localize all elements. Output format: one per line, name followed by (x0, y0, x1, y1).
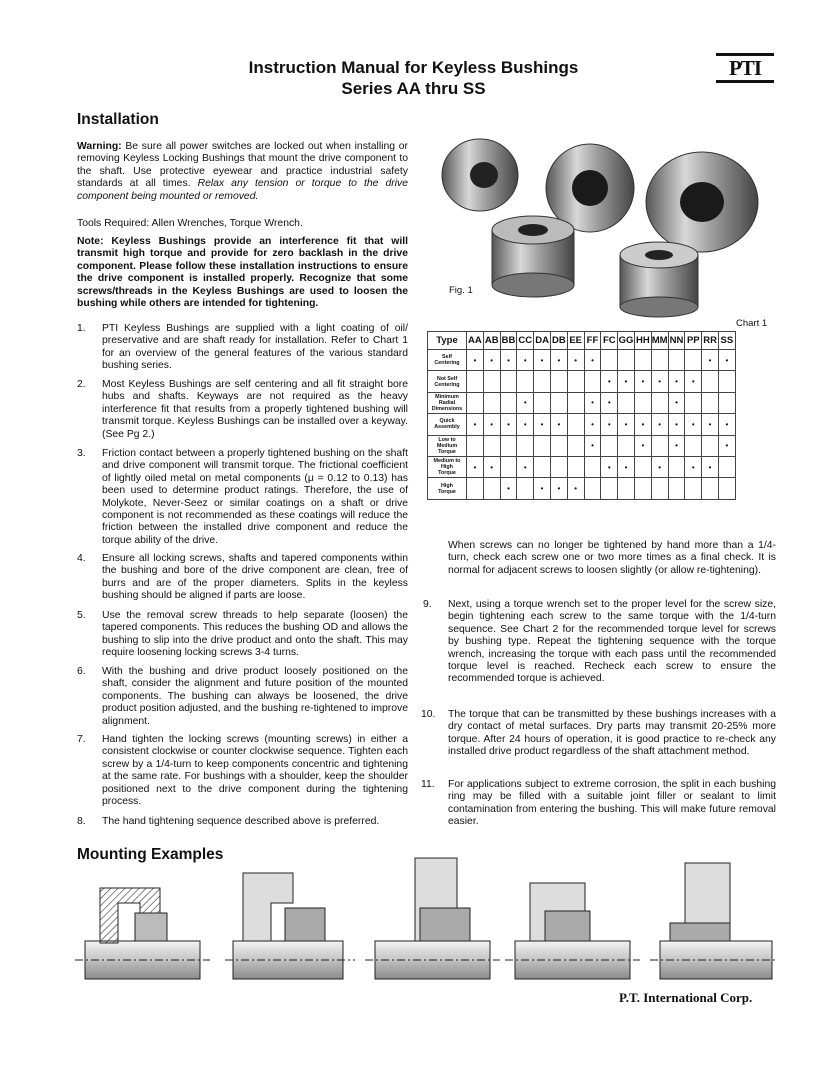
row-label-line: Dimensions (431, 405, 463, 412)
feature-cell: • (601, 414, 618, 435)
feature-cell (584, 371, 601, 392)
feature-cell: • (651, 371, 668, 392)
feature-cell (567, 371, 584, 392)
feature-cell (567, 392, 584, 413)
step-11: 11. For applications subject to extreme corrosion, the split in each bushing ring may be filled with a suitable joint filler or sealant to limit contamination from entering the bushing. This will make future removal easier. (421, 779, 776, 828)
row-label (428, 414, 467, 435)
feature-cell: • (584, 435, 601, 456)
feature-cell: • (567, 350, 584, 371)
fig-1-label: Fig. 1 (449, 285, 473, 296)
header-cell: DB (550, 332, 567, 350)
feature-cell (651, 392, 668, 413)
feature-cell: • (534, 350, 551, 371)
feature-cell: • (685, 456, 702, 477)
feature-cell (601, 435, 618, 456)
warning-text: Be sure all power switches are locked out when installing or removing Keyless Locking Bushings that mount the drive component to the shaft. Use protective eyewear and practice industrial safety standards at all times. (77, 141, 408, 190)
row-label-line: Assembly (434, 424, 460, 431)
feature-cell (550, 392, 567, 413)
tools-text: Allen Wrenches, Torque Wrench. (149, 218, 303, 229)
feature-cell: • (702, 456, 719, 477)
header-cell: AB (483, 332, 500, 350)
step-6: 6. With the bushing and drive product loosely positioned on the shaft, consider the alignment and future position of the mounted components. The bushing can always be loosened, the drive product position adjusted, and the bushing re-tightened to improve alignment. (77, 666, 408, 727)
feature-cell (685, 350, 702, 371)
feature-cell: • (685, 414, 702, 435)
feature-cell: • (668, 414, 685, 435)
row-label-line: Torque (438, 488, 456, 495)
row-label (428, 371, 467, 392)
feature-cell: • (500, 414, 517, 435)
feature-cell: • (517, 414, 534, 435)
tools-label: Tools Required: (77, 218, 150, 229)
feature-cell (467, 435, 484, 456)
feature-cell: • (618, 414, 635, 435)
feature-cell: • (534, 414, 551, 435)
feature-cell: • (702, 414, 719, 435)
step-4: 4. Ensure all locking screws, shafts and tapered components within the bushing and bore of the drive component are clean, free of burrs and are of the proper diameters. Splits in the keyless bushing should be aligned if parts are loose. (77, 553, 408, 602)
header-cell: PP (685, 332, 702, 350)
header-cell: MM (651, 332, 668, 350)
feature-cell: • (467, 456, 484, 477)
pti-logo: PTI (716, 53, 774, 83)
feature-cell: • (550, 414, 567, 435)
feature-cell: • (483, 350, 500, 371)
feature-cell: • (517, 392, 534, 413)
feature-cell: • (517, 456, 534, 477)
feature-cell (651, 350, 668, 371)
feature-cell (500, 371, 517, 392)
feature-cell (517, 371, 534, 392)
feature-cell: • (634, 371, 651, 392)
feature-cell (618, 392, 635, 413)
feature-cell: • (534, 478, 551, 499)
feature-cell: • (718, 350, 735, 371)
row-label-line: Medium (436, 442, 458, 449)
row-label-line: Low to (438, 436, 456, 443)
warning-label: Warning: (77, 141, 122, 152)
feature-cell (483, 435, 500, 456)
company-footer: P.T. International Corp. (619, 990, 753, 1005)
row-label (428, 478, 467, 499)
mounting-examples-drawings (75, 853, 775, 981)
row-label-line: Centering (434, 360, 460, 367)
feature-cell (634, 392, 651, 413)
feature-cell (550, 371, 567, 392)
feature-cell (483, 392, 500, 413)
chart-row (428, 371, 736, 392)
feature-cell (467, 392, 484, 413)
feature-cell (685, 435, 702, 456)
feature-cell (651, 435, 668, 456)
row-label-line: High (441, 464, 453, 471)
chart-row (428, 350, 736, 371)
feature-cell (567, 435, 584, 456)
row-label (428, 350, 467, 371)
mounting-examples-heading: Mounting Examples (77, 846, 224, 863)
feature-cell: • (618, 456, 635, 477)
feature-cell (500, 456, 517, 477)
feature-cell (534, 435, 551, 456)
feature-cell (517, 478, 534, 499)
feature-cell (718, 392, 735, 413)
row-label (428, 456, 467, 477)
feature-cell (668, 350, 685, 371)
feature-cell (702, 371, 719, 392)
feature-cell (718, 371, 735, 392)
feature-cell (685, 478, 702, 499)
feature-cell (718, 478, 735, 499)
feature-cell (634, 350, 651, 371)
feature-cell (567, 456, 584, 477)
header-cell: EE (567, 332, 584, 350)
row-label-line: Minimum (435, 393, 459, 400)
header-cell: BB (500, 332, 517, 350)
feature-cell (483, 478, 500, 499)
feature-cell (567, 414, 584, 435)
feature-cell (634, 478, 651, 499)
feature-cell: • (483, 456, 500, 477)
document-title-line1: Instruction Manual for Keyless Bushings (248, 58, 579, 77)
step-8-continued: When screws can no longer be tightened by hand more than a 1/4-turn, check each screw one or two more times as a final check. It is normal for adjacent screws to loosen slightly (or allow re-tightening). (448, 540, 776, 576)
row-label-line: High (441, 482, 453, 489)
feature-cell: • (500, 350, 517, 371)
document-title-line2: Series AA thru SS (341, 79, 486, 98)
feature-cell (601, 478, 618, 499)
feature-cell (718, 456, 735, 477)
feature-cell: • (483, 414, 500, 435)
header-cell: GG (618, 332, 635, 350)
feature-cell: • (584, 350, 601, 371)
row-label-line: Torque (438, 448, 456, 455)
feature-cell (534, 392, 551, 413)
feature-cell (685, 392, 702, 413)
header-cell: FC (601, 332, 618, 350)
feature-cell: • (550, 350, 567, 371)
feature-cell: • (467, 350, 484, 371)
chart-row (428, 435, 736, 456)
row-label-line: Medium to (433, 458, 461, 465)
note-paragraph: Note: Keyless Bushings provide an interference fit that will transmit high torque and provide for zero backlash in the drive component. Please follow these installation instructions to ensure the drive component is installed properly. Recognize that some screws/threads in the Keyless Bushings are used to loosen the bushing while others are intended for tightening. (77, 236, 408, 310)
feature-cell (601, 350, 618, 371)
chart-1-table (427, 331, 736, 500)
feature-cell (467, 478, 484, 499)
row-label-line: Quick (439, 418, 455, 425)
feature-cell (702, 435, 719, 456)
chart-body (428, 350, 736, 500)
header-cell: DA (534, 332, 551, 350)
feature-cell: • (718, 435, 735, 456)
feature-cell: • (467, 414, 484, 435)
feature-cell: • (651, 456, 668, 477)
step-10: 10. The torque that can be transmitted by these bushings increases with a dry contact of metal surfaces. Dry parts may transmit 20-25% more torque. After 24 hours of operation, it is good practice to re-check any installed drive product regardless of the shaft attachment method. (421, 709, 776, 758)
header-cell: NN (668, 332, 685, 350)
step-1: 1. PTI Keyless Bushings are supplied with a light coating of oil/ preservative and are shaft ready for installation. Refer to Chart 1 for an overview of the general features of the various standard bushing series. (77, 323, 408, 372)
feature-cell (618, 478, 635, 499)
feature-cell (634, 456, 651, 477)
header-cell: Type (428, 332, 467, 350)
feature-cell (500, 435, 517, 456)
feature-cell: • (685, 371, 702, 392)
feature-cell (668, 456, 685, 477)
feature-cell (500, 392, 517, 413)
feature-cell (534, 371, 551, 392)
row-label-line: Self (442, 354, 452, 361)
feature-cell: • (601, 371, 618, 392)
header-cell: FF (584, 332, 601, 350)
chart-row (428, 392, 736, 413)
feature-cell (651, 478, 668, 499)
feature-cell (467, 371, 484, 392)
feature-cell: • (651, 414, 668, 435)
feature-cell: • (601, 456, 618, 477)
row-label-line: Centering (434, 381, 460, 388)
feature-cell: • (618, 371, 635, 392)
feature-cell (550, 435, 567, 456)
warning-paragraph (77, 141, 408, 203)
row-label-line: Radial (438, 399, 456, 406)
chart-1-label: Chart 1 (736, 318, 768, 329)
feature-cell (668, 478, 685, 499)
header-cell: AA (467, 332, 484, 350)
header-cell: HH (634, 332, 651, 350)
feature-cell: • (634, 435, 651, 456)
keyless-bushings-photo (440, 130, 776, 318)
step-2: 2. Most Keyless Bushings are self centering and all fit straight bore hubs and shafts. Keyways are not required as the heavy interference fit that results from a properly tightened bushing will transmit torque. Keyless Bushings can be installed over a keyway. (See Pg 2.) (77, 379, 408, 440)
row-label (428, 435, 467, 456)
feature-cell (517, 435, 534, 456)
step-8: 8. The hand tightening sequence described above is preferred. (77, 816, 380, 827)
header-cell: SS (718, 332, 735, 350)
row-label (428, 392, 467, 413)
step-7: 7. Hand tighten the locking screws (mounting screws) in either a consistent clockwise or counter clockwise sequence. Tighten each screw by a 1/4-turn to keep components concentric and tightening at the same rate. For bushings with a shoulder, keep the shoulder positioned next to the drive component during the tightening process. (77, 734, 408, 808)
header-cell: CC (517, 332, 534, 350)
feature-cell (483, 371, 500, 392)
feature-cell (584, 456, 601, 477)
row-label-line: Torque (438, 470, 456, 477)
header-cell: RR (702, 332, 719, 350)
feature-cell: • (601, 392, 618, 413)
tools-required (77, 218, 408, 230)
feature-cell (618, 435, 635, 456)
chart-row (428, 414, 736, 435)
feature-cell: • (517, 350, 534, 371)
feature-cell (702, 478, 719, 499)
step-5: 5. Use the removal screw threads to help separate (loosen) the tapered components. This reduces the bushing OD and allows the bushing to slip into the drive product and onto the shaft. This may require loosening locking screws 3-4 turns. (77, 610, 408, 659)
feature-cell: • (550, 478, 567, 499)
feature-cell: • (567, 478, 584, 499)
feature-cell: • (634, 414, 651, 435)
warning-italic: Relax any tension or torque to the drive component being mounted or removed. (77, 178, 408, 202)
step-9: 9. Next, using a torque wrench set to the proper level for the screw size, begin tightening each screw to the same torque with the 1/4-turn sequence. See Chart 2 for the recommended torque level for screws by bushing type. Repeat the tightening sequence with the torque wrench, increasing the torque with each pass until the recommended torque level is reached. Recheck each screw to ensure the recommended torque is achieved. (423, 599, 776, 685)
feature-cell (584, 478, 601, 499)
feature-cell: • (500, 478, 517, 499)
feature-cell (618, 350, 635, 371)
step-3: 3. Friction contact between a properly tightened bushing on the shaft and drive component will transmit torque. The frictional coefficient of lightly oiled metal on metal components (μ = 0.12 to 0.13) has been used to determine product ratings. Therefore, the use of Molykote, Never-Seez or similar coatings on a shaft or drive component is not recommended as these coatings will reduce the friction between the installed drive component and reduce the torque ability of the drive. (77, 448, 408, 546)
feature-cell (550, 456, 567, 477)
feature-cell: • (668, 435, 685, 456)
feature-cell: • (668, 371, 685, 392)
feature-cell: • (584, 414, 601, 435)
feature-cell (702, 392, 719, 413)
chart-row (428, 456, 736, 477)
feature-cell (534, 456, 551, 477)
row-label-line: Not Self (436, 375, 458, 382)
feature-cell: • (702, 350, 719, 371)
feature-cell: • (718, 414, 735, 435)
feature-cell: • (668, 392, 685, 413)
feature-cell: • (584, 392, 601, 413)
chart-row (428, 478, 736, 499)
installation-heading: Installation (77, 111, 159, 128)
